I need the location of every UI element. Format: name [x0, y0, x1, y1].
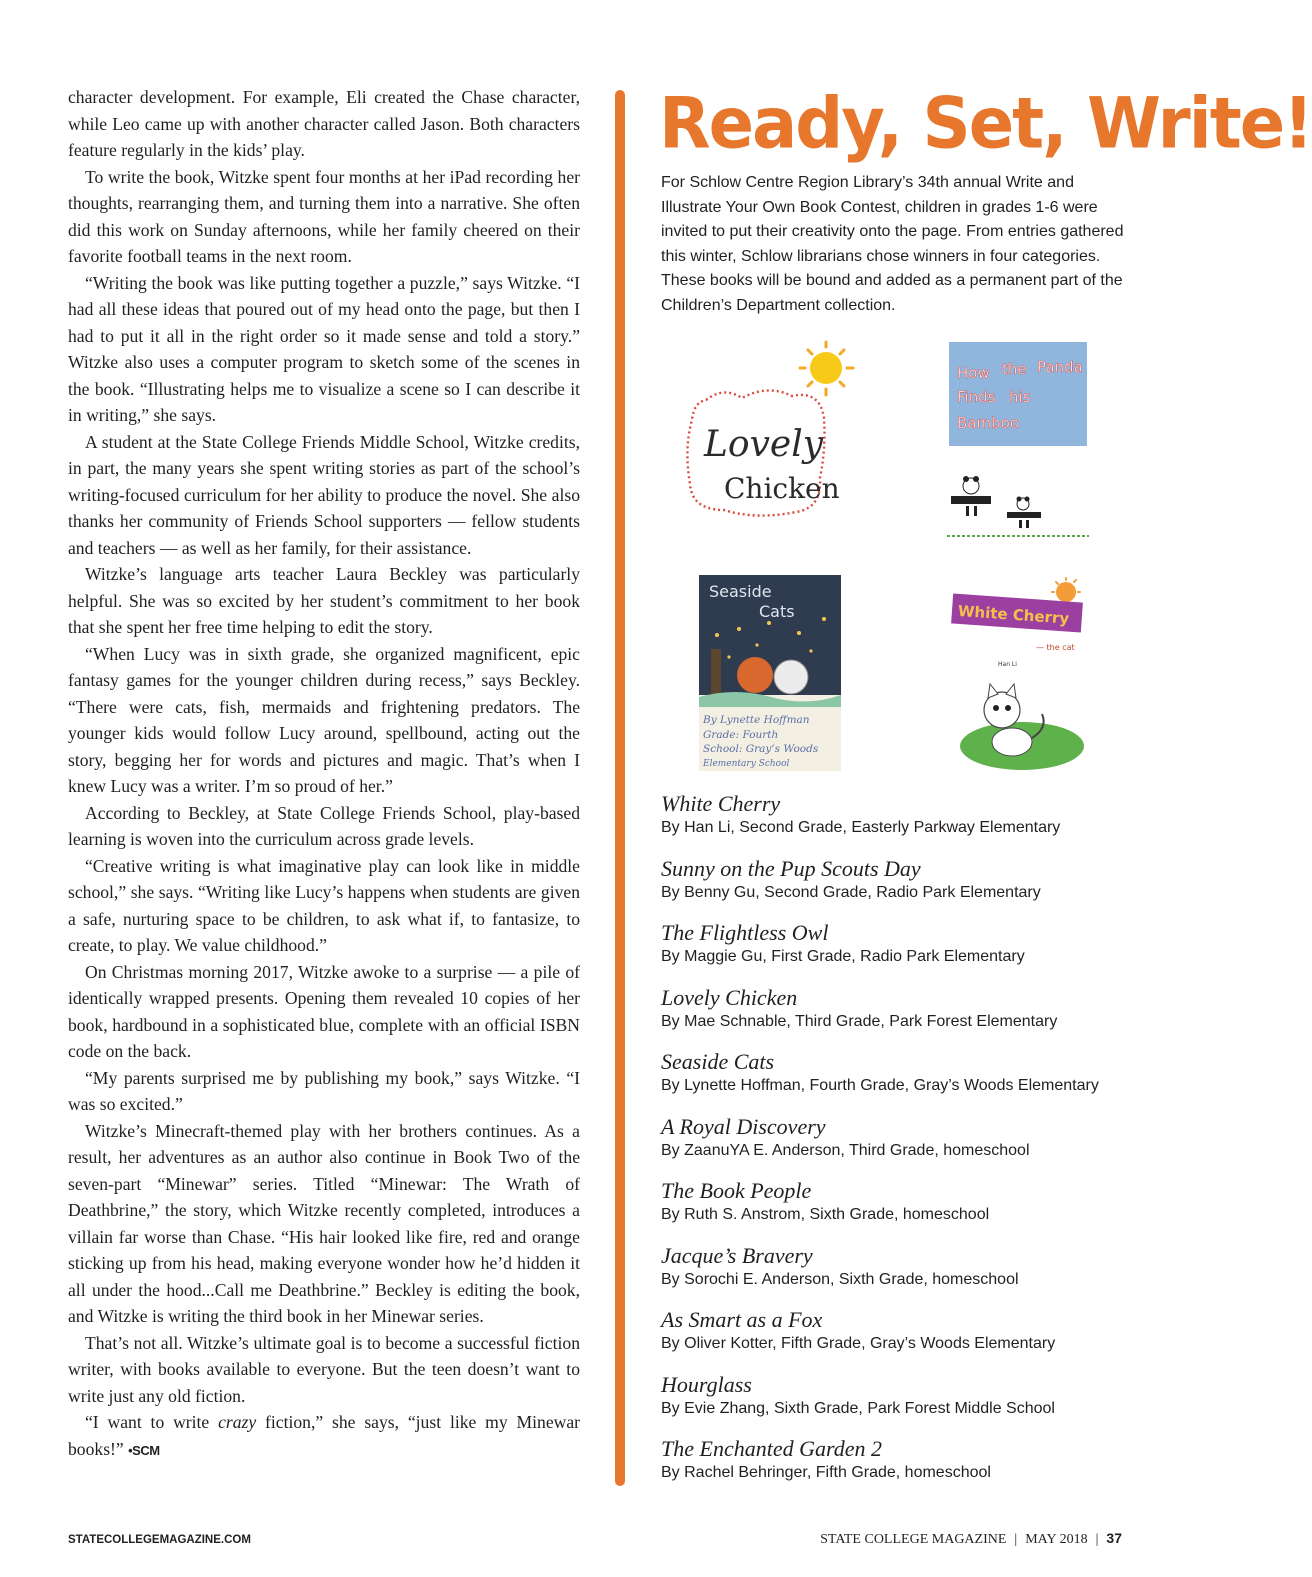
quote-end: fiction,” she says, “just like my Minewar books!”	[68, 1412, 581, 1459]
article-paragraph: According to Beckley, at State College Friends School, play-based learning is woven into the curriculum across grade levels.	[68, 802, 580, 849]
winner-byline: By Evie Zhang, Sixth Grade, Park Forest Middle School	[661, 1399, 1055, 1417]
seaside-credit: School: Gray’s Woods	[703, 743, 819, 755]
article-paragraph: To write the book, Witzke spent four months at her iPad recording her thoughts, rearranging them, and turning them into a narrative. She often did this work on Sunday afternoons, while her family cheered on their favorite football teams in the next room.	[68, 166, 580, 266]
winner-title: A Royal Discovery	[661, 1113, 826, 1139]
winner-byline: By Benny Gu, Second Grade, Radio Park Elementary	[661, 883, 1041, 901]
winners-list	[661, 790, 1161, 1500]
winner-title: The Flightless Owl	[661, 920, 829, 945]
cherry-subtitle: — the cat	[1036, 643, 1075, 652]
winner-byline: By Mae Schnable, Third Grade, Park Forest Elementary	[661, 1012, 1058, 1030]
winner-title: Hourglass	[661, 1371, 752, 1397]
winner-byline: By Sorochi E. Anderson, Sixth Grade, homeschool	[661, 1270, 1019, 1288]
sun-icon	[1052, 578, 1080, 602]
winner-byline: By Maggie Gu, First Grade, Radio Park Elementary	[661, 948, 1025, 965]
winner-title: Seaside Cats	[661, 1049, 775, 1074]
seaside-credit: By Lynette Hoffman	[703, 714, 810, 726]
winner-title: White Cherry	[661, 791, 781, 816]
panda-figure-icon	[951, 476, 991, 516]
article-paragraph: “When Lucy was in sixth grade, she organized magnificent, epic fantasy games for the younger children during recess,” says Beckley. “There were cats, fish, mermaids and frightening predators. The younger kids would follow Lucy around, spellbound, acting out the story, begging her for words and pictures and magic. That’s when I knew Lucy was a writer. I’m so proud of her.”	[68, 643, 580, 796]
seaside-title: Seaside	[709, 582, 772, 601]
winner-title: As Smart as a Fox	[661, 1307, 823, 1332]
article-paragraph: “My parents surprised me by publishing my book,” says Witzke. “I was so excited.”	[68, 1067, 580, 1114]
winner-entry	[661, 919, 1161, 984]
winner-entry	[661, 1371, 1161, 1436]
winner-byline: By Ruth S. Anstrom, Sixth Grade, homeschool	[661, 1206, 990, 1223]
chicken-title: Chicken	[724, 472, 840, 505]
winner-entry	[661, 1435, 1161, 1500]
panda-word: Panda	[1037, 358, 1083, 376]
winner-entry	[661, 1113, 1161, 1178]
article-last-paragraph	[68, 1409, 580, 1464]
winner-title: Lovely Chicken	[661, 984, 798, 1010]
seaside-cats-cover-art	[699, 575, 841, 771]
winner-entry	[661, 790, 1161, 855]
winner-byline: By Han Li, Second Grade, Easterly Parkway Elementary	[661, 819, 1061, 836]
panda-word: How	[957, 364, 990, 382]
sun-icon	[800, 342, 853, 395]
lovely-chicken-cover-art	[676, 338, 876, 553]
footer-folio	[820, 1530, 1122, 1548]
winner-entry	[661, 1177, 1161, 1242]
panda-word: the	[1002, 360, 1027, 378]
lovely-title: Lovely	[704, 424, 824, 465]
winner-title: Jacque’s Bravery	[661, 1242, 813, 1268]
winner-byline: By Lynette Hoffman, Fourth Grade, Gray’s Woods Elementary	[661, 1077, 1099, 1094]
article-paragraph: Witzke’s language arts teacher Laura Beckley was particularly helpful. She was so excited by her student’s commitment to her book that she spent her free time helping to edit the story.	[68, 564, 580, 637]
panda-word: Finds	[957, 388, 996, 406]
white-cherry-cover-art	[952, 578, 1092, 778]
winner-entry	[661, 1242, 1161, 1307]
footer-separator: |	[1014, 1532, 1018, 1547]
article-paragraph: A student at the State College Friends Middle School, Witzke credits, in part, the many years she spent writing stories as part of the school’s writing-focused curriculum for her ability to produce the novel. She also thanks her community of Friends School supporters — fellow students and teachers — as well as her family, for their assistance.	[68, 431, 580, 558]
orange-cat-icon	[737, 657, 773, 693]
cherry-title: White Cherry	[957, 601, 1070, 628]
article-paragraph: character development. For example, Eli created the Chase character, while Leo came up with another character called Jason. Both characters feature regularly in the kids’ play.	[68, 87, 580, 160]
panda-word: his	[1009, 388, 1031, 406]
panda-word: Bamboo	[957, 414, 1019, 432]
winner-entry	[661, 855, 1161, 920]
footer-issue: MAY 2018	[1025, 1532, 1088, 1547]
quote-start: “I want to write	[85, 1412, 219, 1432]
article-paragraph: That’s not all. Witzke’s ultimate goal is to become a successful fiction writer, with books available to everyone. But the teen doesn’t want to write just any old fiction.	[68, 1332, 580, 1406]
article-body	[68, 84, 580, 1464]
winner-title: The Book People	[661, 1178, 812, 1203]
article-paragraph: “Writing the book was like putting together a puzzle,” says Witzke. “I had all these ideas that poured out of my head onto the page, but then I had to put it all in the right order so it made sense and told a story.” Witzke also uses a computer program to sketch some of the scenes in the book. “Illustrating helps me to visualize a scene so I can describe it in writing,” she says.	[68, 272, 580, 425]
footer-magazine-name: STATE COLLEGE MAGAZINE	[820, 1532, 1007, 1547]
cats-title: Cats	[759, 602, 795, 621]
winner-byline: By Rachel Behringer, Fifth Grade, homeschool	[661, 1464, 991, 1481]
seaside-credit: Grade: Fourth	[703, 729, 779, 741]
white-cat-icon	[774, 660, 808, 694]
panda-bamboo-cover-art	[947, 340, 1089, 540]
column-divider	[615, 90, 625, 1486]
winner-byline: By ZaanuYA E. Anderson, Third Grade, homeschool	[661, 1141, 1030, 1159]
article-paragraph: Witzke’s Minecraft-themed play with her brothers continues. As a result, her adventures as an author also continue in Book Two of the seven-part “Minewar” series. Titled “Minewar: The Wrath of Deathbrine,” the story, which Witzke recently completed, introduces a villain far worse than Chase. “His hair looked like fire, red and orange sticking up from his head, making everyone wonder how he’d hidden it all under the hood...Call me Deathbrine.” Beckley is editing the book, and Witzke is writing the third book in her Minewar series.	[68, 1120, 580, 1326]
winner-title: Sunny on the Pup Scouts Day	[661, 855, 921, 881]
winner-entry	[661, 984, 1161, 1049]
winner-entry	[661, 1306, 1161, 1371]
panda-figure-icon	[1007, 497, 1041, 529]
article-paragraph: On Christmas morning 2017, Witzke awoke to a surprise — a pile of identically wrapped presents. Opening them revealed 10 copies of her book, hardbound in a sophisticated blue, complete with an official ISBN code on the back.	[68, 961, 580, 1061]
page-number: 37	[1106, 1530, 1122, 1546]
footer-site-url: STATECOLLEGEMAGAZINE.COM	[68, 1534, 251, 1546]
winner-title: The Enchanted Garden 2	[661, 1436, 882, 1461]
winner-entry	[661, 1048, 1161, 1113]
seaside-credit: Elementary School	[703, 759, 790, 769]
article-paragraph: “Creative writing is what imaginative play can look like in middle school,” she says. “Writing like Lucy’s happens when students are given a safe, nurturing space to be children, to ask what if, to fantasize, to create, to play. We value childhood.”	[68, 855, 580, 955]
sidebar-intro: For Schlow Centre Region Library’s 34th annual Write and Illustrate Your Own Book Contest, children in grades 1-6 were invited to put their creativity onto the page. From entries gathered this winter, Schlow librarians chose winners in four categories. These books will be bound and added as a permanent part of the Children’s Department collection.	[661, 174, 1124, 314]
sidebar-headline: Ready, Set, Write!	[659, 82, 1312, 165]
footer-separator: |	[1095, 1532, 1099, 1547]
emphasis-crazy: crazy	[218, 1412, 257, 1432]
cherry-author: Han Li	[998, 661, 1017, 668]
winner-byline: By Oliver Kotter, Fifth Grade, Gray’s Woods Elementary	[661, 1335, 1056, 1352]
end-mark: •SCM	[128, 1442, 160, 1458]
